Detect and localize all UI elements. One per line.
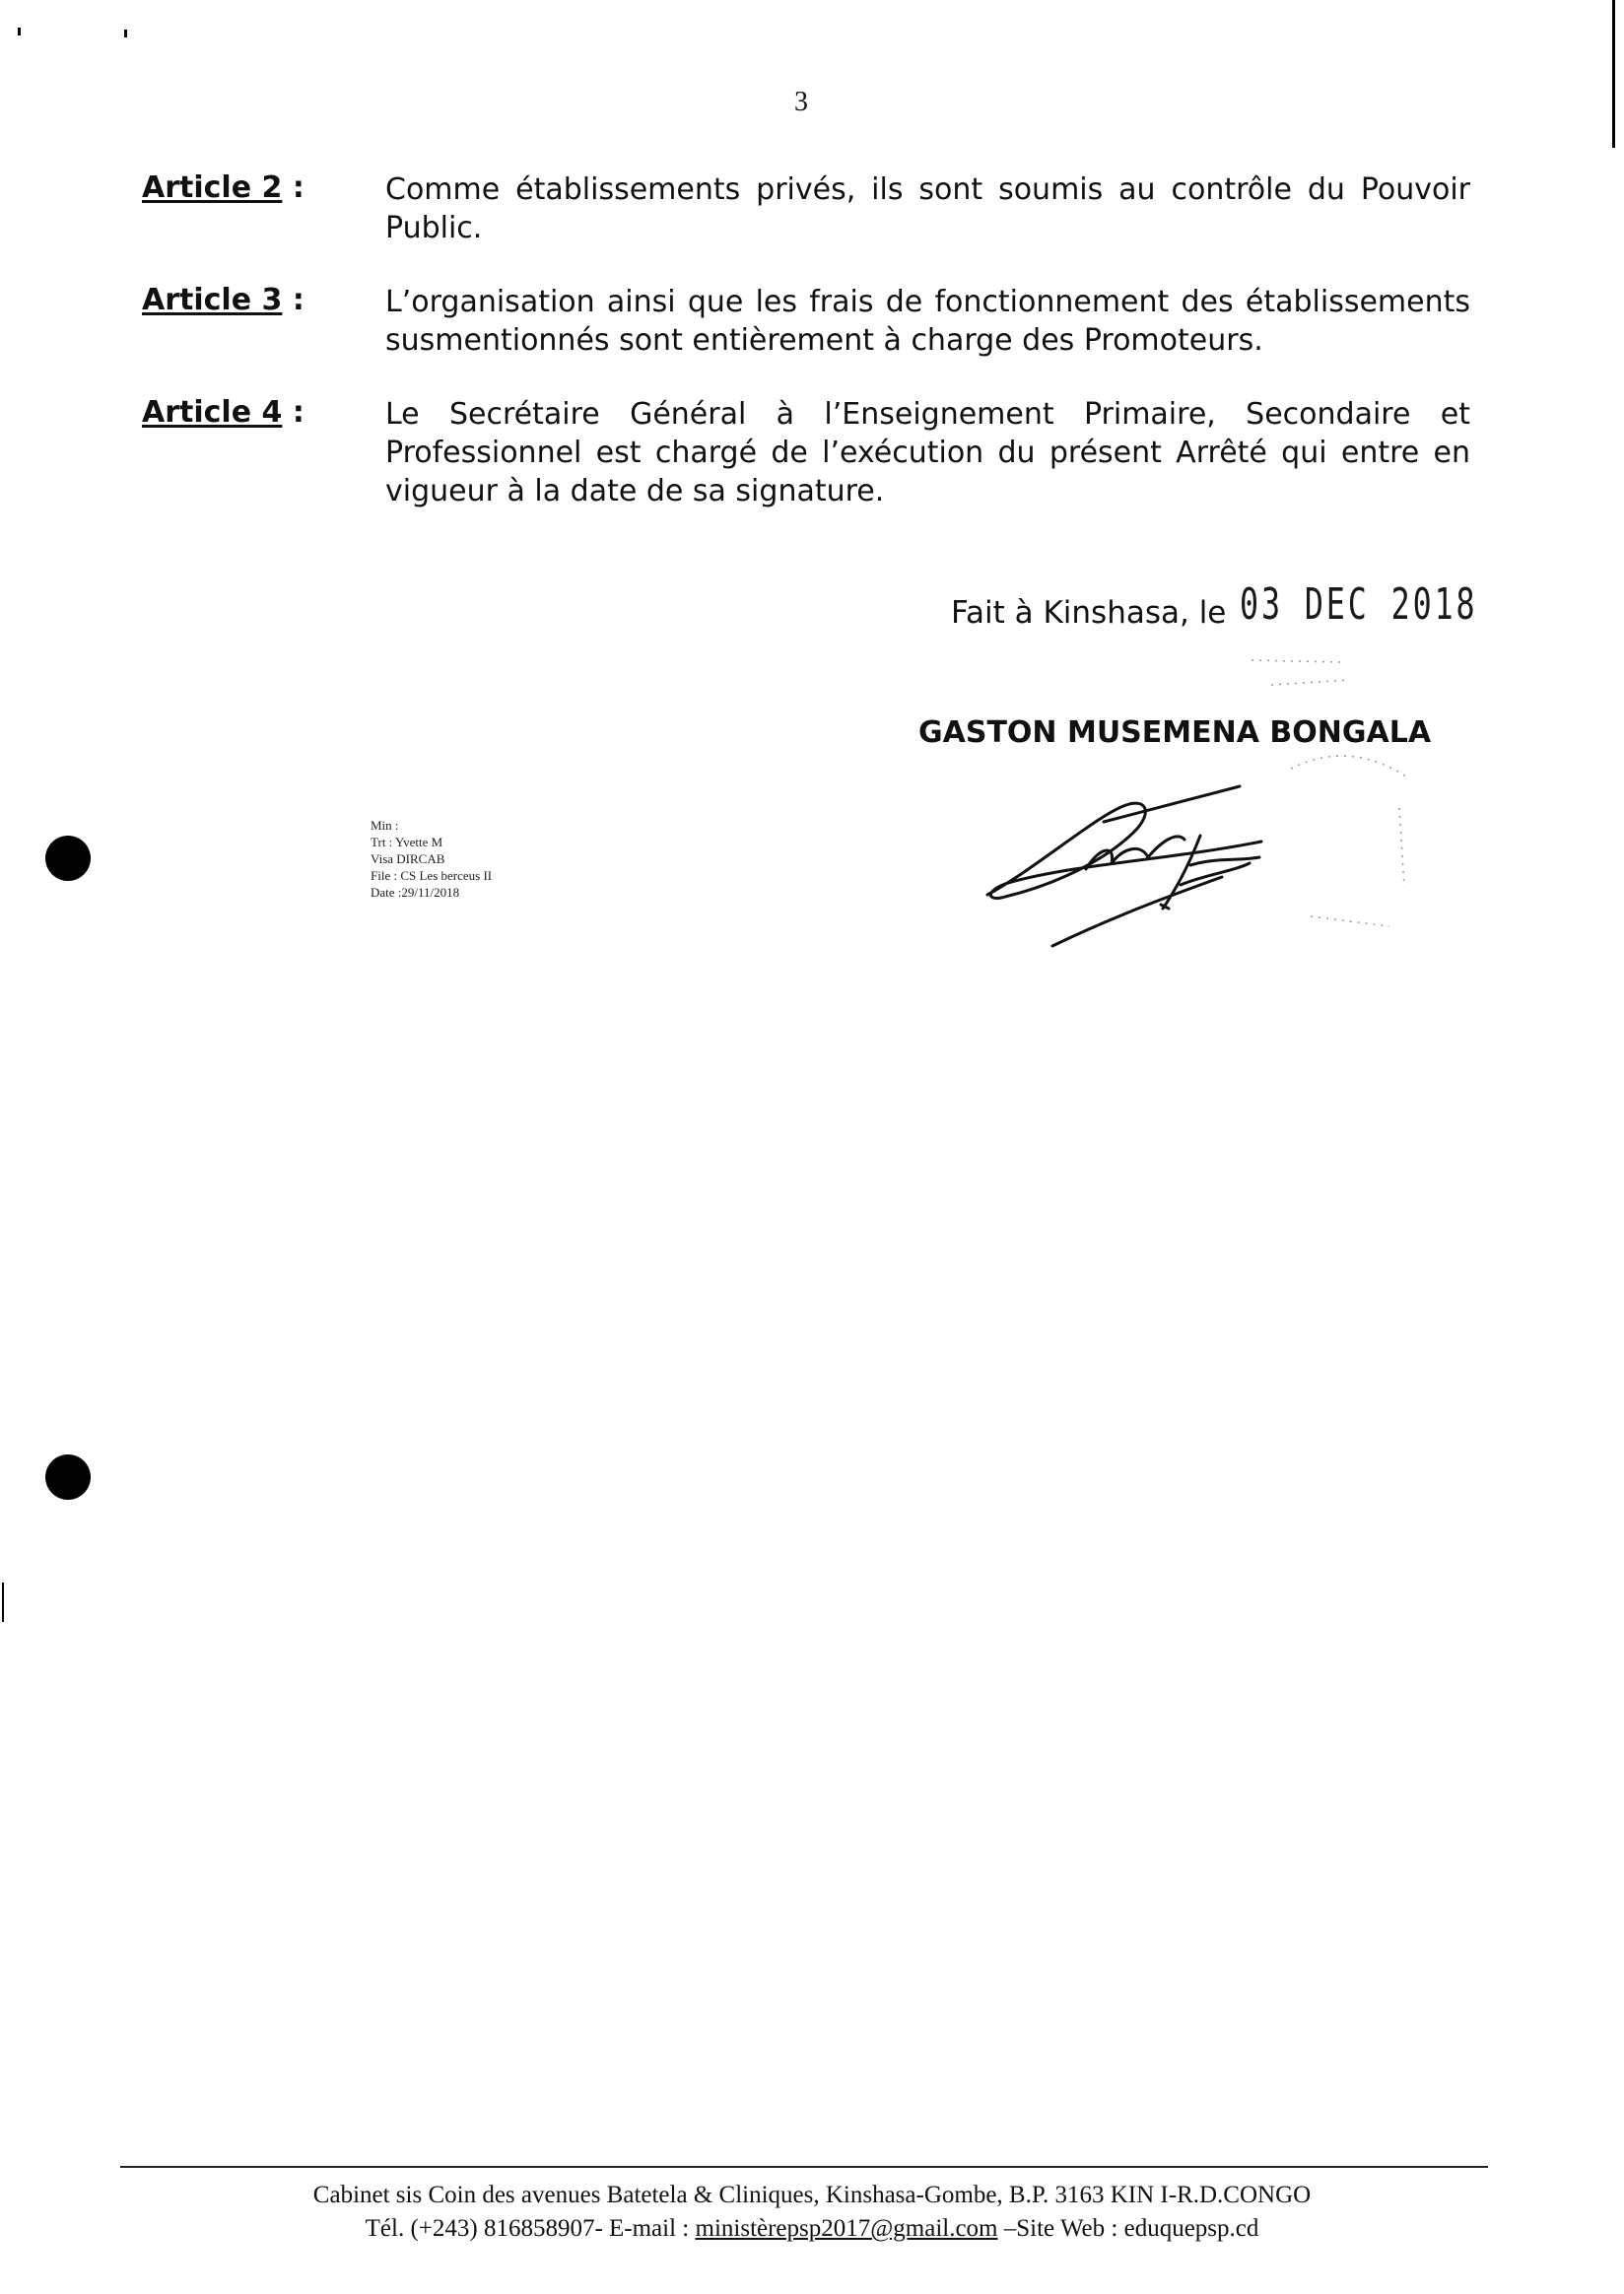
reference-line: Trt : Yvette M — [371, 835, 443, 849]
reference-block — [371, 817, 492, 901]
article-label — [142, 395, 304, 430]
footer-website: –Site Web : eduquepsp.cd — [997, 2215, 1259, 2242]
page-number: 3 — [794, 87, 808, 117]
date-stamp: 03 DEC 2018 — [1240, 579, 1478, 630]
footer-divider — [120, 2166, 1488, 2168]
article-text: Le Secrétaire Général à l’Enseignement Primaire, Secondaire et Professionnel est chargé de l’exécution du présent Arrêté qui entre en vigueur à la date de sa signature. — [385, 397, 1470, 508]
article-colon: : — [282, 283, 304, 317]
punch-hole — [45, 1454, 91, 1500]
article-number: Article 4 — [142, 395, 283, 430]
scan-mark — [18, 28, 21, 35]
article-number: Article 2 — [142, 170, 283, 205]
reference-line: Date :29/11/2018 — [371, 885, 460, 900]
footer-contact — [0, 2215, 1624, 2243]
article-text: Comme établissements privés, ils sont soumis au contrôle du Pouvoir Public. — [385, 172, 1470, 245]
punch-hole — [45, 836, 91, 881]
footer-address: Cabinet sis Coin des avenues Batetela & Cliniques, Kinshasa-Gombe, B.P. 3163 KIN I-R.D.CONGO — [312, 2182, 1312, 2208]
handwritten-signature — [976, 778, 1311, 966]
signatory-name: GASTON MUSEMENA BONGALA — [918, 715, 1432, 750]
reference-line: Visa DIRCAB — [371, 851, 445, 866]
scan-edge-mark — [2, 1583, 4, 1622]
scan-mark — [124, 30, 127, 37]
article-number: Article 3 — [142, 283, 283, 317]
place-date: Fait à Kinshasa, le — [951, 595, 1227, 631]
article-text: L’organisation ainsi que les frais de fonctionnement des établissements susmentionnés sont entièrement à charge des Promoteurs. — [385, 285, 1470, 358]
reference-line: File : CS Les berceus II — [371, 868, 493, 883]
article-colon: : — [282, 395, 304, 430]
article-label — [142, 283, 304, 317]
scan-edge-mark — [1612, 0, 1615, 148]
reference-line: Min : — [371, 818, 399, 833]
article-colon: : — [282, 170, 304, 205]
article-label — [142, 170, 304, 205]
footer-phone: Tél. (+243) 816858907- E-mail : — [365, 2215, 696, 2242]
footer-email-link[interactable]: ministèrepsp2017@gmail.com — [695, 2215, 998, 2242]
